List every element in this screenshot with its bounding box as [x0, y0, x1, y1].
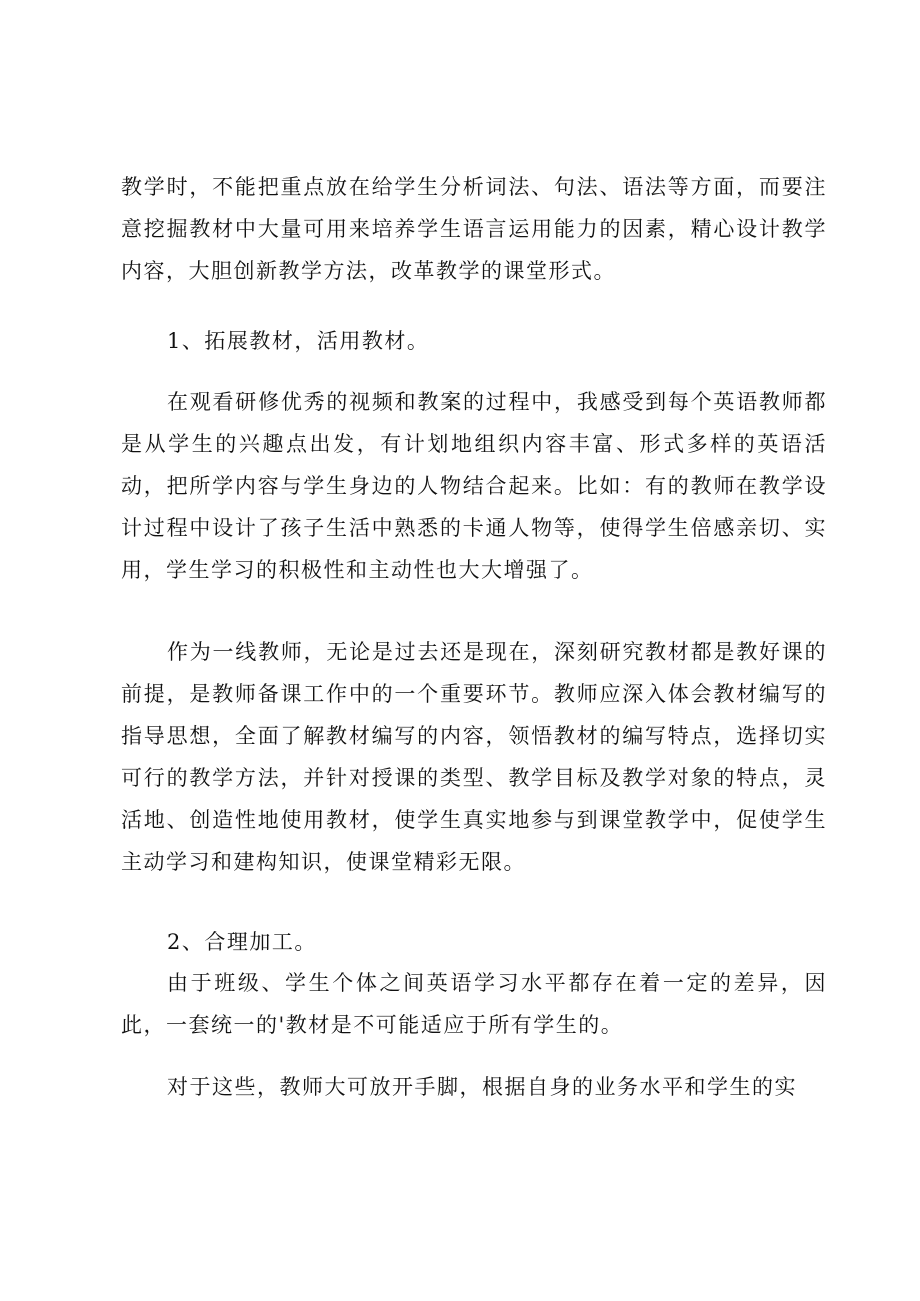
- paragraph-truncated: 对于这些，教师大可放开手脚，根据自身的业务水平和学生的实: [167, 1075, 797, 1099]
- paragraph-differences: 由于班级、学生个体之间英语学习水平都存在着一定的差异，因此，一套统一的'教材是不可能适应于所有学生的。: [121, 971, 827, 1037]
- section-heading-2: 2、合理加工。: [167, 930, 317, 954]
- paragraph-observation: 在观看研修优秀的视频和教案的过程中，我感受到每个英语教师都是从学生的兴趣点出发，有计划地组织内容丰富、形式多样的英语活动，把所学内容与学生身边的人物结合起来。比如：有的教师在教学设计过程中设计了孩子生活中熟悉的卡通人物等，使得学生倍感亲切、实用，学生学习的积极性和主动性也大大增强了。: [121, 390, 827, 582]
- section-heading-1: 1、拓展教材，活用教材。: [167, 329, 430, 353]
- paragraph-teacher-role: 作为一线教师，无论是过去还是现在，深刻研究教材都是教好课的前提，是教师备课工作中的一个重要环节。教师应深入体会教材编写的指导思想，全面了解教材编写的内容，领悟教材的编写特点，选择切实可行的教学方法，并针对授课的类型、教学目标及教学对象的特点，灵活地、创造性地使用教材，使学生真实地参与到课堂教学中，促使学生主动学习和建构知识，使课堂精彩无限。: [121, 640, 827, 874]
- paragraph-continuation: 教学时，不能把重点放在给学生分析词法、句法、语法等方面，而要注意挖掘教材中大量可用来培养学生语言运用能力的因素，精心设计教学内容，大胆创新教学方法，改革教学的课堂形式。: [121, 175, 827, 283]
